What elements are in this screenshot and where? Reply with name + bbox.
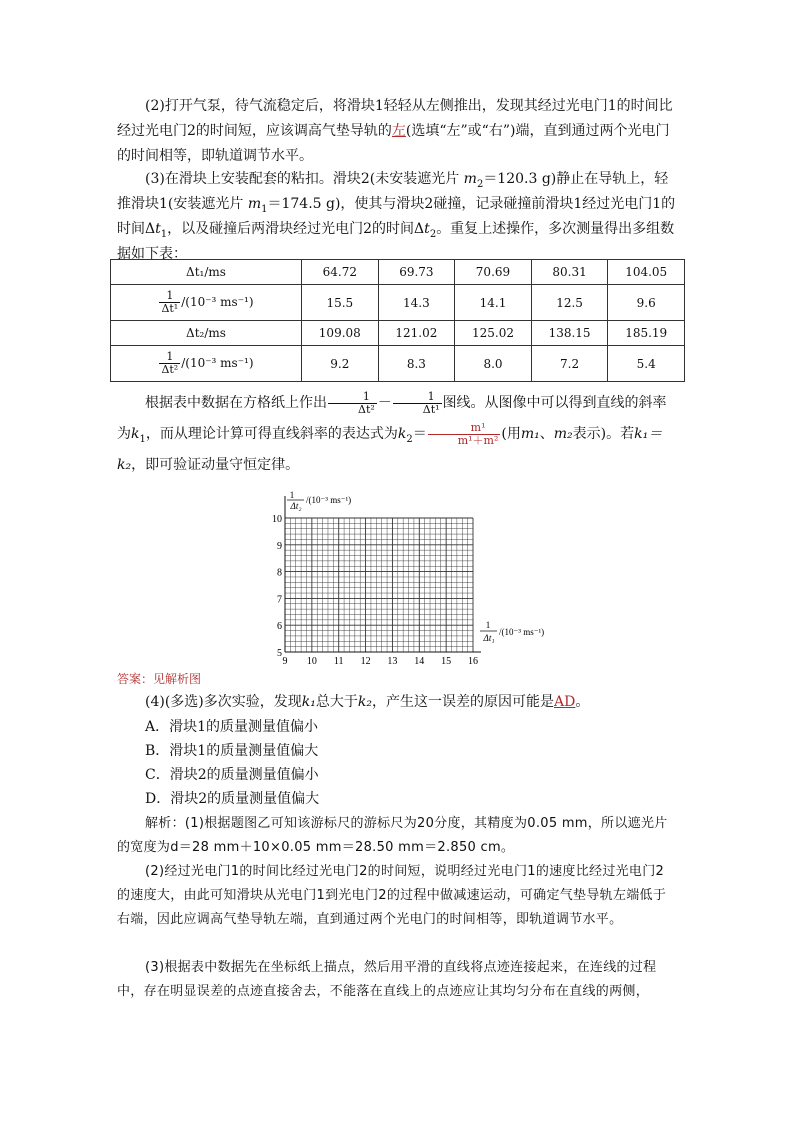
frac-den: Δt² [161,363,179,376]
x-label-den: Δt₁ [483,633,495,643]
q4-text: 。 [575,694,590,710]
q2-text-before: (2)打开气泵，待气流稳定后，将滑块1轻轻从左侧推出，发现其经过光电门1的时间比经过光电门2的时间短，应该调高气垫导轨的 [117,98,673,139]
var-m2: m₂ [553,426,573,442]
fraction [393,391,442,416]
table-cell: 138.15 [531,321,608,346]
var-m1: m [247,196,262,212]
option-d: D．滑块2的质量测量值偏大 [145,791,320,807]
x-label-unit: /(10⁻³ ms⁻¹) [499,627,545,637]
frac-den: m¹＋m² [457,433,499,447]
y-tick-label: 7 [277,594,282,606]
para-text: ，而从理论计算可得直线斜率的表达式为 [145,426,398,442]
solution-part-2: (2)经过光电门1的时间比经过光电门2的时间短，说明经过光电门1的速度比经过光电门2的速度大，由此可知滑块从光电门1到光电门2的过程中做减速运动，可确定气垫导轨左端低于右端，因此应调高气垫导轨左端，直到通过两个光电门的时间相等，即轨道调节水平。 [117,864,667,927]
x-tick-label: 10 [306,656,317,666]
answer-note: 答案：见解析图 [117,672,202,686]
y-tick-label: 8 [277,567,282,579]
frac-num: 1 [393,391,442,404]
table-cell: 121.02 [378,321,455,346]
table-cell: 8.0 [455,346,532,382]
frac-den: Δt¹ [161,302,179,315]
table-cell: 109.08 [302,321,379,346]
x-tick-label: 16 [468,656,478,666]
y-axis-label [287,490,351,511]
frac-num: 1 [328,391,377,404]
para-text: ，即可验证动量守恒定律。 [131,457,300,473]
para-text: － [377,395,392,411]
var-k1: k [131,426,140,442]
x-tick-label: 15 [441,656,452,666]
para-slope [117,388,677,481]
frac-num: 1 [159,290,180,303]
x-tick-label: 14 [414,656,425,666]
frac-num: 1 [159,351,180,364]
table-row [111,260,685,285]
frac-num: m¹ [428,422,501,435]
row-label-dt1: Δt₁/ms [111,260,302,285]
question-3 [117,167,677,267]
y-label-den: Δt₂ [290,501,302,511]
fraction [328,391,377,416]
var-t2: t [424,221,430,237]
para-text: 根据表中数据在方格纸上作出 [145,395,327,411]
q2-text-after: (选填“左”或“右”)端，直到通过两个光电门的时间相等，即轨道调节水平。 [117,123,670,164]
table-cell: 7.2 [531,346,608,382]
table-cell: 12.5 [531,285,608,321]
q3-text: ＝120.3 g)静止在导轨上，轻推滑块1(安装遮光片 [117,171,669,212]
option-c: C．滑块2的质量测量值偏小 [145,767,319,783]
table-cell: 80.31 [531,260,608,285]
y-label-num: 1 [289,490,295,500]
para-text: 表示)。若 [572,426,635,442]
sub-k2: 2 [406,433,413,445]
var-k1: k₁ [301,694,316,710]
tick-labels [272,514,478,666]
table-cell: 69.73 [378,260,455,285]
table-cell: 9.2 [302,346,379,382]
var-m2: m [463,171,477,187]
y-tick-label: 5 [277,648,282,659]
var-k2: k [397,426,407,442]
q2-answer: 左 [391,123,406,139]
q3-text: ，以及碰撞后两滑块经过光电门2的时间Δ [167,221,425,237]
table-cell: 64.72 [302,260,379,285]
var-t1: t [155,221,161,237]
grid-lines [285,518,473,652]
var-k2: k₂ [357,694,372,710]
x-tick-label: 12 [360,656,371,666]
y-tick-label: 9 [277,540,282,552]
y-label-unit: /(10⁻³ ms⁻¹) [306,495,352,505]
sub-m2: 2 [476,178,484,190]
unit: /(10⁻³ ms⁻¹) [181,295,254,309]
table-row [111,285,685,321]
y-tick-label: 10 [272,514,282,525]
q4-text: 总大于 [315,694,358,710]
row-label-inv-dt1 [111,285,302,321]
graph-paper-chart [260,488,560,666]
row-label-dt2: Δt₂/ms [111,321,302,346]
table-cell: 70.69 [455,260,532,285]
question-2 [117,94,677,169]
table-cell: 125.02 [455,321,532,346]
row-label-inv-dt2 [111,346,302,382]
x-label-num: 1 [485,620,491,630]
option-b: B．滑块1的质量测量值偏大 [145,743,319,759]
q4-text: ，产生这一误差的原因可能是 [371,694,554,710]
table-cell: 185.19 [608,321,685,346]
sub-t2: 2 [429,228,437,240]
para-text: (用 [501,426,521,442]
q3-text: 。重复上述操作，多次测量得出多组数据如下表： [117,221,675,262]
table-cell: 14.3 [378,285,455,321]
unit: /(10⁻³ ms⁻¹) [181,356,254,370]
sub-t1: 1 [160,228,168,240]
x-tick-label: 9 [282,656,288,666]
sub-m1: 1 [261,203,268,215]
solution-part-3: (3)根据表中数据先在坐标纸上描点，然后用平滑的直线将点迹连接起来，在连线的过程中，存在明显误差的点迹直接舍去，不能落在直线上的点迹应让其均匀分布在直线的两侧， [117,960,657,999]
table-row [111,321,685,346]
table-row [111,346,685,382]
question-4 [117,690,677,715]
equation: k₁＝k₂ [117,426,663,473]
table-cell: 104.05 [608,260,685,285]
q4-answer: AD [553,694,576,710]
frac-den: Δt¹ [422,402,440,416]
y-tick-label: 6 [277,621,282,633]
table-cell: 15.5 [302,285,379,321]
table-cell: 5.4 [608,346,685,382]
x-tick-label: 11 [333,656,344,666]
x-tick-label: 13 [387,656,398,666]
table-cell: 9.6 [608,285,685,321]
para-text: 图线。从图像中可以得到直线的斜率为 [117,395,667,442]
answer-fraction [428,422,501,447]
var-m1: m₁ [520,426,540,442]
q3-text: (3)在滑块上安装配套的粘扣。滑块2(未安装遮光片 [145,171,460,187]
table-cell: 8.3 [378,346,455,382]
x-axis-label [480,620,544,643]
solution-part-1: 解析：(1)根据题图乙可知该游标尺的游标尺为20分度，其精度为0.05 mm，所以遮光片的宽度为d＝28 mm＋10×0.05 mm＝28.50 mm＝2.850 cm。 [117,816,668,855]
data-table [110,259,685,382]
para-text: 、 [539,426,554,442]
frac-den: Δt² [358,402,375,416]
option-a: A．滑块1的质量测量值偏小 [145,719,319,735]
fraction [159,351,180,376]
q4-text: (4)(多选)多次实验，发现 [145,694,302,710]
para-text: ＝ [412,426,427,442]
fraction [159,290,180,315]
q3-text: ＝174.5 g)，使其与滑块2碰撞，记录碰撞前滑块1经过光电门1的时间Δ [117,196,676,237]
table-cell: 14.1 [455,285,532,321]
sub-k1: 1 [139,433,146,445]
